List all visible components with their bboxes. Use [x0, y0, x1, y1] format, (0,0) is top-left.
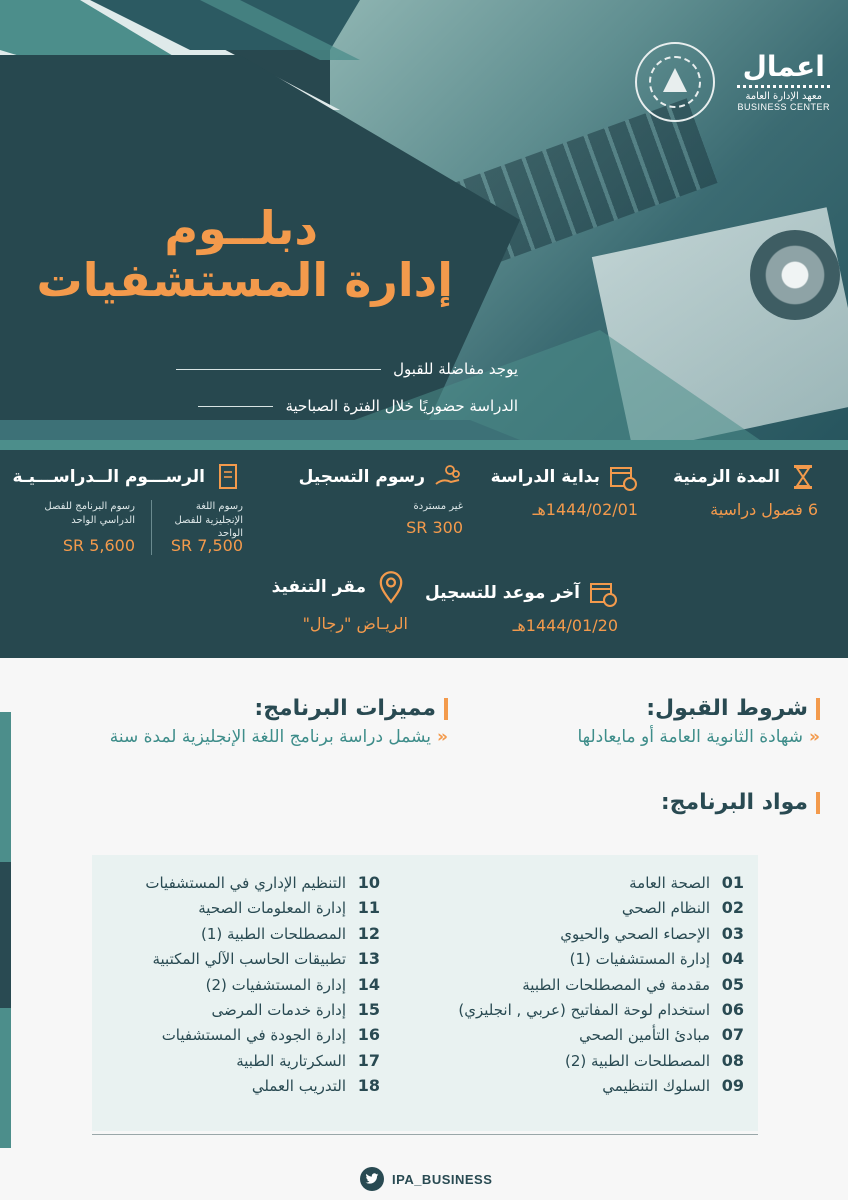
- course-number: 14: [357, 974, 380, 994]
- receipt-icon: [213, 462, 243, 492]
- note-rule: [176, 369, 381, 370]
- lower-section: [0, 658, 848, 1200]
- course-name: إدارة المستشفيات (1): [569, 950, 710, 969]
- info-panel: [0, 440, 848, 658]
- start-label: بداية الدراسة: [490, 467, 600, 487]
- course-item: [424, 949, 744, 974]
- course-name: مقدمة في المصطلحات الطبية: [522, 975, 710, 994]
- coins-hand-icon: [433, 462, 463, 492]
- course-name: إدارة الجودة في المستشفيات: [161, 1026, 346, 1045]
- course-number: 01: [721, 873, 744, 892]
- course-name: إدارة المعلومات الصحية: [198, 899, 346, 918]
- registration-fee-value: 300 SR: [406, 517, 463, 537]
- courses-divider: [92, 1134, 758, 1135]
- course-item: [424, 873, 744, 898]
- subjects-heading: مواد البرنامج:: [660, 790, 808, 815]
- note-admission-ranking: [176, 356, 518, 382]
- course-item: [424, 1000, 744, 1025]
- bottom-band-shape: [0, 420, 520, 440]
- course-number: 09: [721, 1076, 744, 1096]
- course-item: [80, 1051, 380, 1076]
- note-text: الدراسة حضوريًا خلال الفترة الصباحية: [285, 397, 518, 415]
- course-name: المصطلحات الطبية (1): [201, 924, 346, 943]
- duration-value: 6 فصول دراسية: [710, 500, 818, 519]
- course-name: تطبيقات الحاسب الآلي المكتبية: [152, 950, 346, 969]
- course-item: [80, 924, 380, 949]
- course-name: مبادئ التأمين الصحي: [579, 1026, 710, 1045]
- program-fee-value: 5,600 SR: [62, 536, 135, 555]
- features-section: [110, 696, 448, 747]
- ipa-seal-icon: [635, 42, 715, 122]
- course-item: [424, 975, 744, 1000]
- course-item: [80, 873, 380, 898]
- tuition-block: [12, 462, 243, 555]
- english-fee: [151, 500, 243, 555]
- course-item: [424, 924, 744, 949]
- course-item: [424, 898, 744, 923]
- course-item: [80, 898, 380, 923]
- course-item: [424, 1076, 744, 1101]
- course-number: 13: [357, 949, 380, 969]
- courses-column-right: [424, 873, 744, 1102]
- courses-column-left: [80, 873, 380, 1102]
- calendar-icon: [608, 462, 638, 492]
- business-center-mark: اعمال: [737, 52, 830, 88]
- course-name: الإحصاء الصحي والحيوي: [560, 924, 710, 943]
- heading-accent: [816, 698, 820, 720]
- course-item: [424, 1025, 744, 1050]
- course-name: السكرتارية الطبية: [236, 1051, 346, 1070]
- course-number: 05: [721, 974, 744, 994]
- course-name: إدارة خدمات المرضى: [211, 1000, 346, 1019]
- program-fee-note: رسوم البرنامج للفصل الدراسي الواحد: [44, 501, 135, 526]
- location-pin-icon: [374, 568, 408, 606]
- business-center-name-ar: معهد الإدارة العامة: [745, 90, 823, 102]
- course-number: 12: [357, 923, 380, 943]
- courses-box: [92, 855, 758, 1131]
- chevron-icon: «: [809, 727, 820, 747]
- subjects-section: [661, 790, 820, 815]
- course-number: 07: [721, 1025, 744, 1045]
- english-fee-value: 7,500 SR: [170, 536, 243, 555]
- course-name: التدريب العملي: [251, 1077, 346, 1096]
- side-bar-accent: [0, 862, 11, 1008]
- course-number: 11: [357, 898, 380, 918]
- note-rule: [198, 406, 273, 407]
- tuition-label: الرســـوم الــدراســـيـة: [12, 467, 205, 487]
- course-number: 08: [721, 1050, 744, 1070]
- course-item: [424, 1051, 744, 1076]
- course-item: [80, 949, 380, 974]
- registration-fee-block: [298, 462, 463, 537]
- twitter-handle[interactable]: IPA_BUSINESS: [392, 1171, 493, 1187]
- start-value: 1444/02/01هـ: [532, 500, 638, 519]
- course-number: 03: [721, 923, 744, 943]
- english-fee-note: رسوم اللغة الإنجليزية للفصل الواحد: [174, 501, 243, 539]
- twitter-icon[interactable]: [360, 1167, 384, 1191]
- tuition-columns: [23, 500, 243, 555]
- features-item: يشمل دراسة برنامج اللغة الإنجليزية لمدة سنة: [109, 727, 432, 747]
- side-bar-accent: [0, 712, 11, 862]
- deadline-value: 1444/01/20هـ: [512, 616, 618, 635]
- features-heading: مميزات البرنامج:: [254, 696, 436, 721]
- hero-banner: [0, 0, 848, 440]
- location-value: الريـاض "رجال": [302, 614, 408, 633]
- course-item: [80, 1000, 380, 1025]
- course-name: استخدام لوحة المفاتيح (عربي , انجليزي): [458, 1000, 710, 1019]
- logos: [635, 42, 830, 122]
- course-item: [80, 975, 380, 1000]
- course-name: المصطلحات الطبية (2): [565, 1051, 710, 1070]
- course-number: 06: [721, 999, 744, 1019]
- location-block: [248, 568, 408, 633]
- registration-fee-note: غير مستردة: [413, 501, 463, 512]
- business-center-name-en: BUSINESS CENTER: [737, 101, 830, 112]
- location-label: مقر التنفيذ: [271, 577, 366, 597]
- course-name: الصحة العامة: [629, 874, 710, 892]
- note-text: يوجد مفاضلة للقبول: [393, 360, 518, 378]
- course-number: 10: [357, 873, 380, 892]
- deadline-label: آخر موعد للتسجيل: [424, 583, 580, 603]
- course-number: 15: [357, 999, 380, 1019]
- heading-accent: [816, 792, 820, 814]
- duration-label: المدة الزمنية: [673, 467, 780, 487]
- course-number: 04: [721, 949, 744, 969]
- course-name: التنظيم الإداري في المستشفيات: [145, 874, 346, 892]
- title-line-1: دبلــوم: [164, 201, 318, 255]
- course-item: [80, 1076, 380, 1101]
- deadline-block: [418, 578, 618, 635]
- admission-section: [577, 696, 820, 747]
- admission-item: شهادة الثانوية العامة أو مايعادلها: [577, 727, 804, 747]
- course-item: [80, 1025, 380, 1050]
- start-block: [488, 462, 638, 519]
- program-fee: [43, 500, 135, 555]
- heading-accent: [444, 698, 448, 720]
- course-number: 17: [357, 1050, 380, 1070]
- course-number: 02: [721, 898, 744, 918]
- course-name: السلوك التنظيمي: [602, 1077, 710, 1096]
- duration-block: [638, 462, 818, 519]
- business-center-logo: [737, 52, 830, 112]
- calendar-clock-icon: [588, 578, 618, 608]
- registration-fee-label: رسوم التسجيل: [298, 467, 425, 487]
- course-name: إدارة المستشفيات (2): [205, 975, 346, 994]
- chevron-icon: «: [437, 727, 448, 747]
- side-bar-accent: [0, 1008, 11, 1148]
- course-number: 16: [357, 1025, 380, 1045]
- hourglass-icon: [788, 462, 818, 492]
- title-line-2: إدارة المستشفيات: [36, 253, 453, 307]
- footer: [360, 1167, 492, 1191]
- info-top-strip: [0, 440, 848, 450]
- admission-heading: شروط القبول:: [646, 696, 808, 721]
- note-morning-study: [198, 393, 518, 419]
- course-name: النظام الصحي: [621, 899, 710, 918]
- course-number: 18: [357, 1076, 380, 1096]
